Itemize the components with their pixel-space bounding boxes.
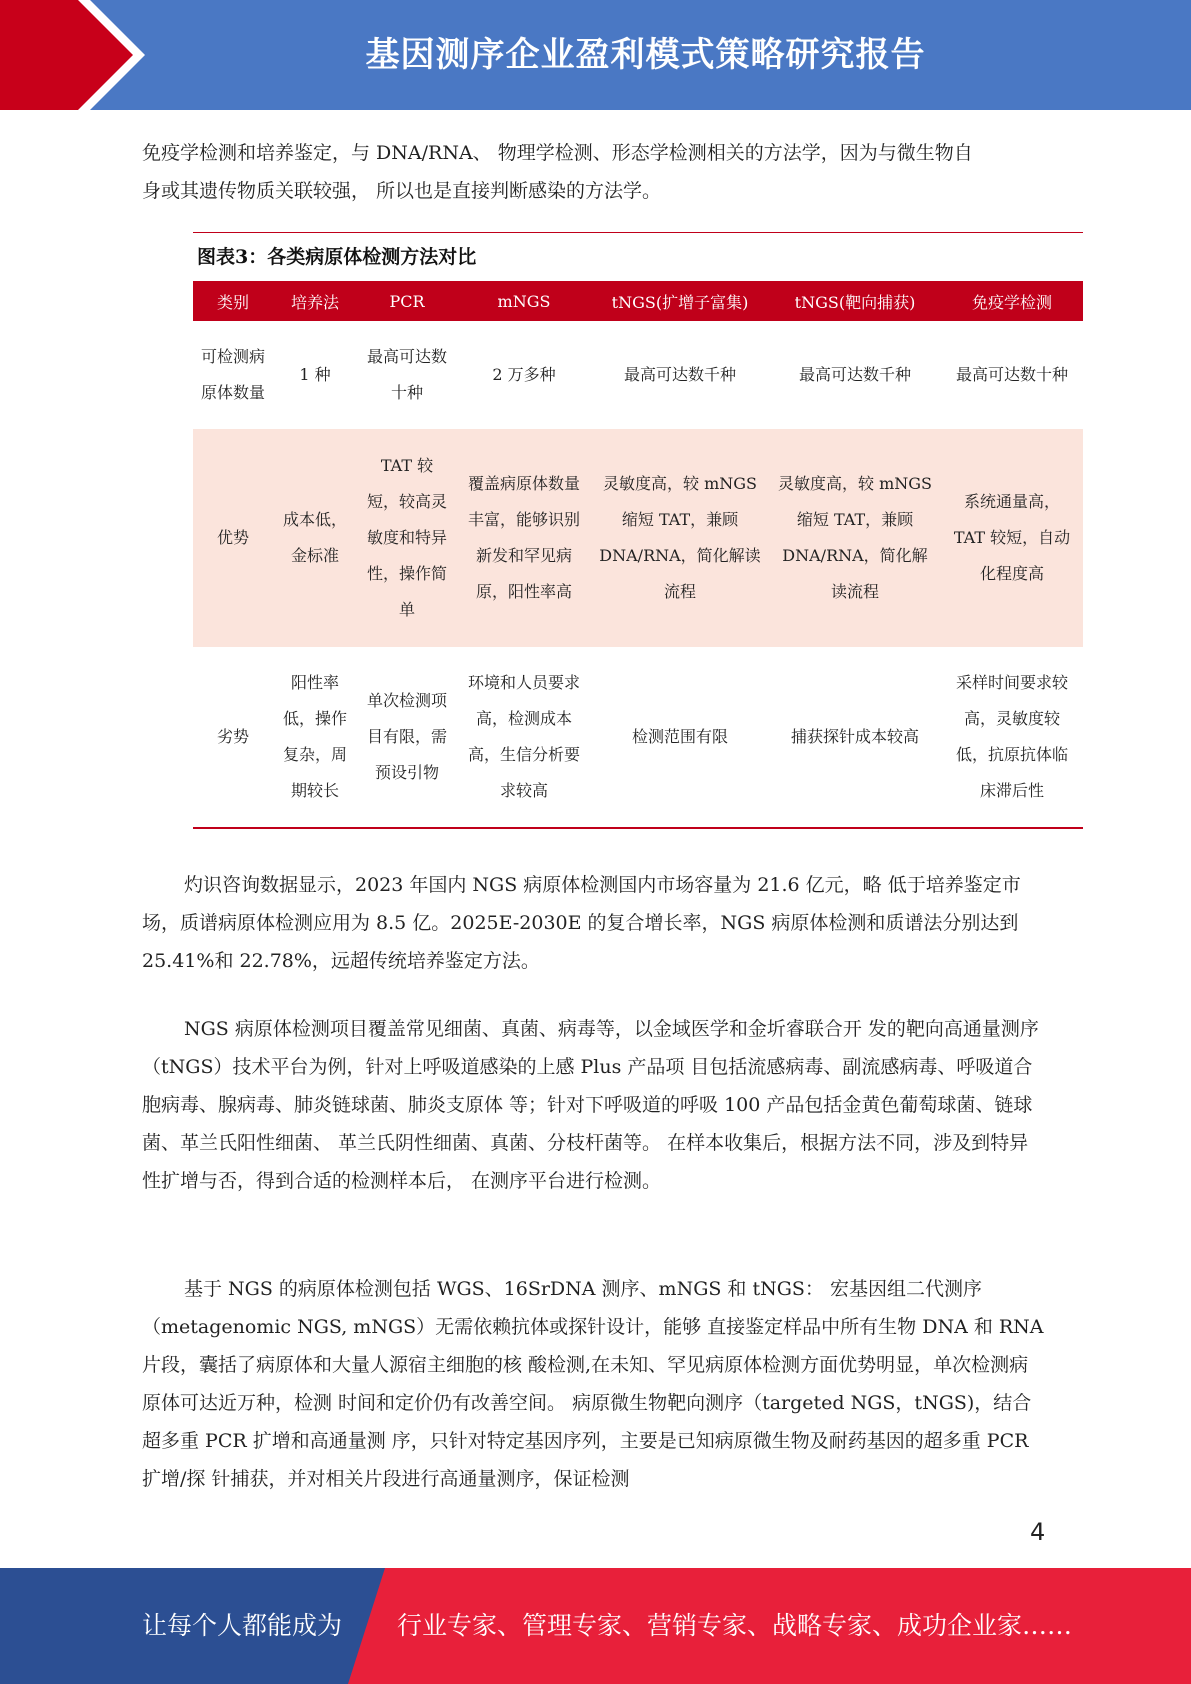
table-cell: 阳性率低，操作复杂，周期较长 (273, 647, 357, 828)
table-cell: 成本低，金标准 (273, 429, 357, 647)
row-category: 优势 (193, 429, 273, 647)
row-category: 可检测病原体数量 (193, 321, 273, 429)
body-paragraph-1: 灼识咨询数据显示，2023 年国内 NGS 病原体检测国内市场容量为 21.6 亿元，略 低于培养鉴定市场，质谱病原体检测应用为 8.5 亿。2025E-2030E 的复合增长率，NGS 病原体检测和质谱法分别达到 25.41%和 22.78%，远超传统培养鉴定方法。 (142, 874, 1021, 972)
table-header-row (193, 281, 1083, 321)
intro-line-2: 身或其遗传物质关联较强， 所以也是直接判断感染的方法学。 (142, 180, 662, 202)
comparison-table (193, 281, 1083, 829)
table-header-cell: tNGS(扩增子富集) (591, 281, 769, 321)
table-cell: 捕获探针成本较高 (769, 647, 941, 828)
table-header-cell: PCR (357, 281, 457, 321)
comparison-figure (193, 232, 1083, 829)
table-cell: 灵敏度高，较 mNGS 缩短 TAT，兼顾 DNA/RNA，简化解读流程 (591, 429, 769, 647)
table-cell: 环境和人员要求高，检测成本高，生信分析要求较高 (457, 647, 591, 828)
table-cell: 1 种 (273, 321, 357, 429)
table-cell: 最高可达数千种 (769, 321, 941, 429)
intro-line-1: 免疫学检测和培养鉴定，与 DNA/RNA、 物理学检测、形态学检测相关的方法学，因为与微生物自 (142, 142, 973, 164)
footer-slogan-left: 让每个人都能成为 (142, 1611, 343, 1640)
body-paragraph-2: NGS 病原体检测项目覆盖常见细菌、真菌、病毒等，以金域医学和金圻睿联合开 发的靶向高通量测序（tNGS）技术平台为例，针对上呼吸道感染的上感 Plus 产品项 目包括流感病毒、副流感病毒、呼吸道合胞病毒、腺病毒、肺炎链球菌、肺炎支原体 等；针对下呼吸道的呼吸 100 产品包括金黄色葡萄球菌、链球菌、革兰氏阳性细菌、 革兰氏阴性细菌、真菌、分枝杆菌等。 在样本收集后，根据方法不同，涉及到特异性扩增与否，得到合适的检测样本后， 在测序平台进行检测。 (142, 1018, 1039, 1192)
table-row (193, 647, 1083, 828)
row-category: 劣势 (193, 647, 273, 828)
table-cell: 检测范围有限 (591, 647, 769, 828)
header-arrow-icon (0, 0, 150, 110)
page-footer (0, 1568, 1191, 1684)
table-row (193, 321, 1083, 429)
body-paragraph-3: 基于 NGS 的病原体检测包括 WGS、16SrDNA 测序、mNGS 和 tNGS： 宏基因组二代测序（metagenomic NGS, mNGS）无需依赖抗体或探针设计，能够 直接鉴定样品中所有生物 DNA 和 RNA 片段，囊括了病原体和大量人源宿主细胞的核 酸检测,在未知、罕见病原体检测方面优势明显，单次检测病原体可达近万种，检测 时间和定价仍有改善空间。 病原微生物靶向测序（targeted NGS，tNGS)，结合超多重 PCR 扩增和高通量测 序，只针对特定基因序列，主要是已知病原微生物及耐药基因的超多重 PCR 扩增/探 针捕获，并对相关片段进行高通量测序，保证检测 (142, 1278, 1044, 1490)
table-header-cell: 类别 (193, 281, 273, 321)
page-number: 4 (1030, 1518, 1046, 1546)
table-cell: 2 万多种 (457, 321, 591, 429)
footer-slogan-right: 行业专家、管理专家、营销专家、战略专家、成功企业家…… (397, 1611, 1073, 1640)
table-cell: 最高可达数千种 (591, 321, 769, 429)
table-header-cell: mNGS (457, 281, 591, 321)
table-cell: 采样时间要求较高，灵敏度较低，抗原抗体临床滞后性 (941, 647, 1083, 828)
table-cell: 最高可达数十种 (357, 321, 457, 429)
table-cell: 灵敏度高，较 mNGS 缩短 TAT，兼顾 DNA/RNA，简化解读流程 (769, 429, 941, 647)
table-cell: 覆盖病原体数量丰富，能够识别新发和罕见病原，阳性率高 (457, 429, 591, 647)
page-header (0, 0, 1191, 110)
header-title: 基因测序企业盈利模式策略研究报告 (365, 35, 926, 75)
intro-paragraph (142, 134, 1047, 210)
table-cell: 单次检测项目有限，需预设引物 (357, 647, 457, 828)
table-header-cell: 培养法 (273, 281, 357, 321)
table-header-cell: 免疫学检测 (941, 281, 1083, 321)
table-cell: 系统通量高，TAT 较短，自动化程度高 (941, 429, 1083, 647)
table-header-cell: tNGS(靶向捕获) (769, 281, 941, 321)
table-cell: TAT 较短，较高灵敏度和特异性，操作简单 (357, 429, 457, 647)
figure-title: 图表3：各类病原体检测方法对比 (197, 246, 477, 268)
table-row (193, 429, 1083, 647)
table-cell: 最高可达数十种 (941, 321, 1083, 429)
